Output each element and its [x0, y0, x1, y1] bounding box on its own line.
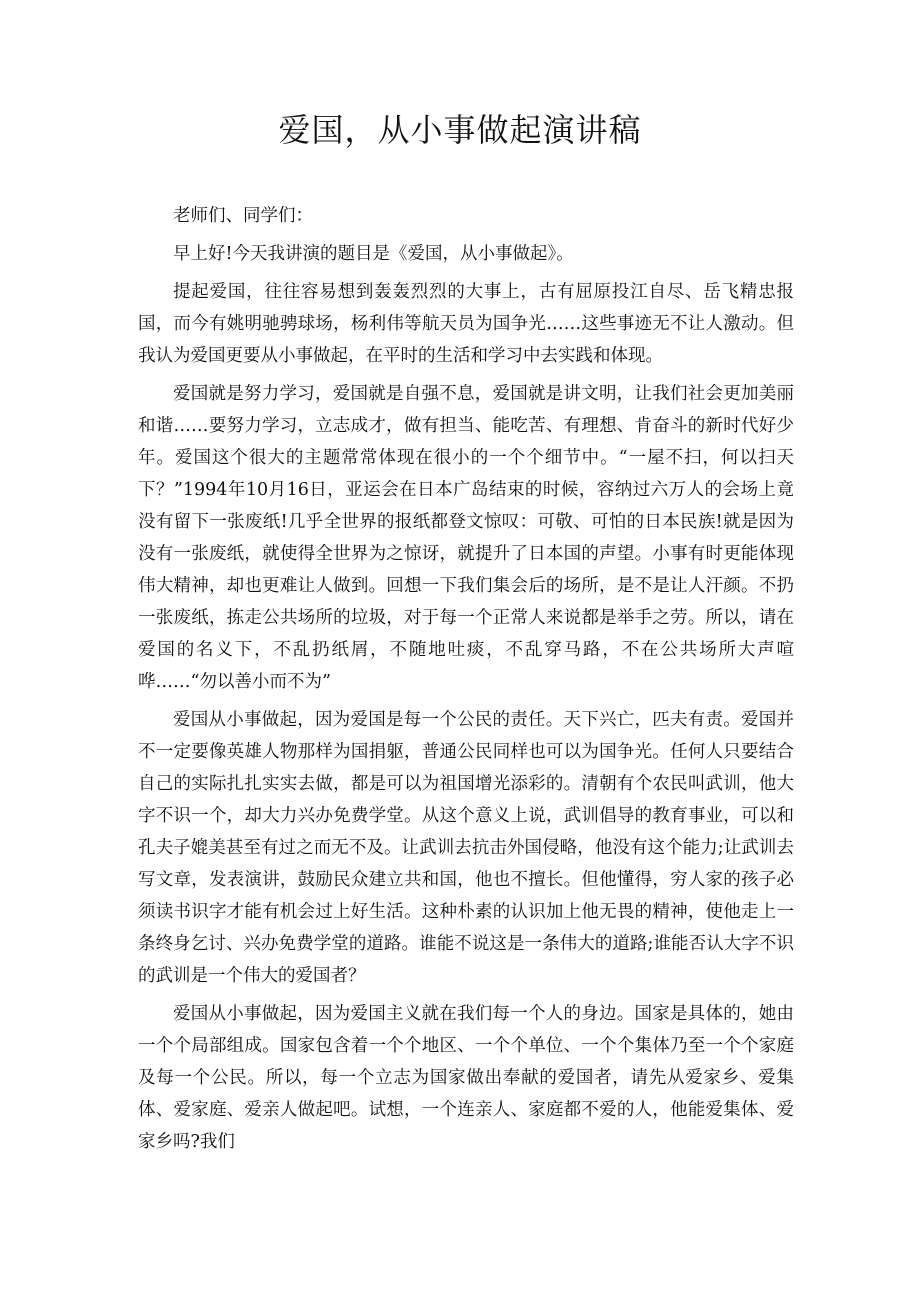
opening-paragraph: 早上好!今天我讲演的题目是《爱国，从小事做起》。: [173, 244, 574, 264]
body-paragraph: 提起爱国，往往容易想到轰轰烈烈的大事上，古有屈原投江自尽、岳飞精忠报国，而今有姚明驰骋球场，杨利伟等航天员为国争光……这些事迹无不让人激动。但我认为爱国更要从小事做起，在平时的生活和学习中去实践和体现。: [138, 282, 794, 366]
document-body: [138, 200, 794, 1158]
body-paragraph: 爱国就是努力学习，爱国就是自强不息，爱国就是讲文明，让我们社会更加美丽和谐……要努力学习，立志成才，做有担当、能吃苦、有理想、肯奋斗的新时代好少年。爱国这个很大的主题常常体现在很小的一个个细节中。“一屋不扫，何以扫天下？”1994年10月16日，亚运会在日本广岛结束的时候，容纳过六万人的会场上竟没有留下一张废纸!几乎全世界的报纸都登文惊叹：可敬、可怕的日本民族!就是因为没有一张废纸，就使得全世界为之惊讶，就提升了日本国的声望。小事有时更能体现伟大精神，却也更难让人做到。回想一下我们集会后的场所，是不是让人汗颜。不扔一张废纸，拣走公共场所的垃圾，对于每一个正常人来说都是举手之劳。所以，请在爱国的名义下，不乱扔纸屑，不随地吐痰，不乱穿马路，不在公共场所大声喧哗……“勿以善小而不为”: [138, 384, 794, 692]
body-paragraph: 爱国从小事做起，因为爱国是每一个公民的责任。天下兴亡，匹夫有责。爱国并不一定要像英雄人物那样为国捐躯，普通公民同样也可以为国争光。任何人只要结合自己的实际扎扎实实去做，都是可以为祖国增光添彩的。清朝有个农民叫武训，他大字不识一个，却大力兴办免费学堂。从这个意义上说，武训倡导的教育事业，可以和孔夫子媲美甚至有过之而无不及。让武训去抗击外国侵略，他没有这个能力;让武训去写文章，发表演讲，鼓励民众建立共和国，他也不擅长。但他懂得，穷人家的孩子必须读书识字才能有机会过上好生活。这种朴素的认识加上他无畏的精神，使他走上一条终身乞讨、兴办免费学堂的道路。谁能不说这是一条伟大的道路;谁能否认大字不识的武训是一个伟大的爱国者？: [138, 710, 794, 986]
document-title: 爱国，从小事做起演讲稿: [278, 111, 642, 149]
body-paragraph: 爱国从小事做起，因为爱国主义就在我们每一个人的身边。国家是具体的，她由一个个局部组成。国家包含着一个个地区、一个个单位、一个个集体乃至一个个家庭及每一个公民。所以，每一个立志为国家做出奉献的爱国者，请先从爱家乡、爱集体、爱家庭、爱亲人做起吧。试想，一个连亲人、家庭都不爱的人，他能爱集体、爱家乡吗?我们: [138, 1004, 794, 1152]
greeting-paragraph: 老师们、同学们：: [173, 206, 313, 226]
